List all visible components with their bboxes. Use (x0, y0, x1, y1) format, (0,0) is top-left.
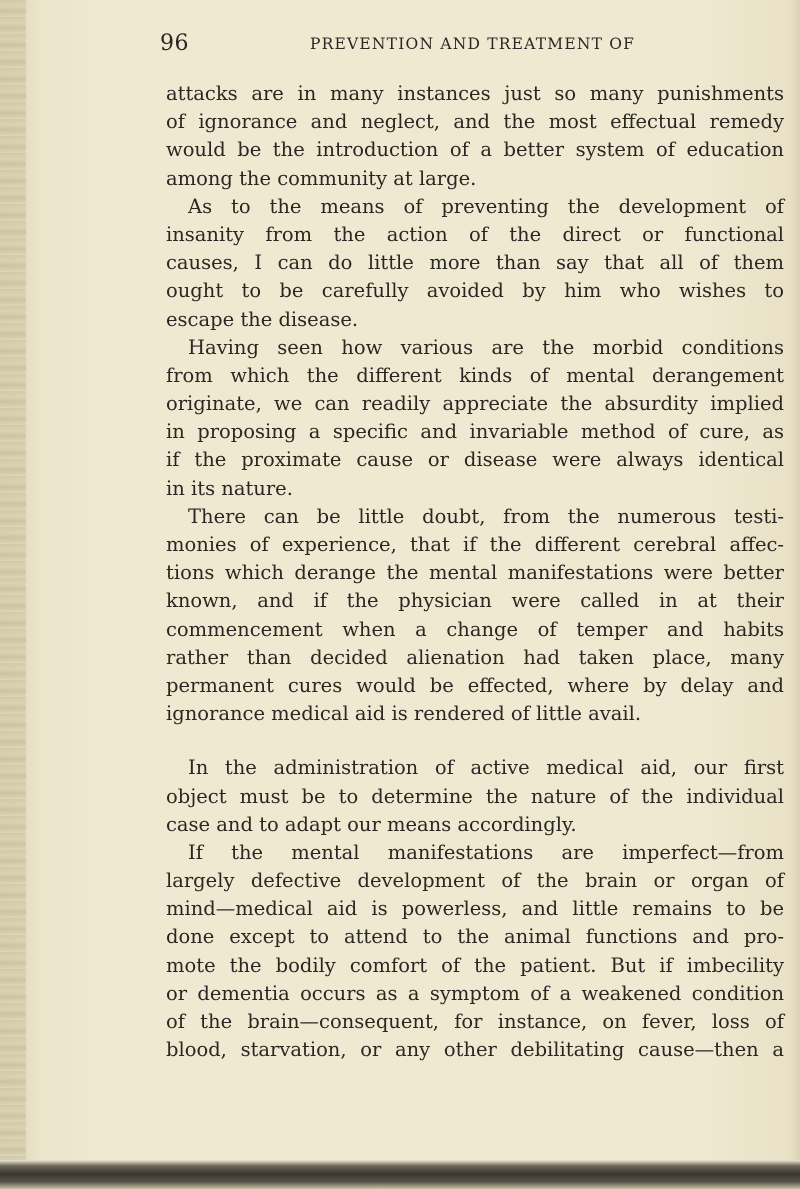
text-line: As to the means of preventing the development of (188, 194, 784, 218)
text-line: attacks are in many instances just so many punishments (166, 82, 784, 105)
text-line: Having seen how various are the morbid conditions (188, 335, 784, 359)
text-line: or dementia occurs as a symptom of a weakened condition (166, 981, 784, 1005)
text-line: blood, starvation, or any other debilitating cause—then a (166, 1038, 784, 1062)
text-line: of ignorance and neglect, and the most effectual remedy (166, 110, 784, 134)
page-gutter-edge (0, 0, 26, 1189)
text-line: insanity from the action of the direct or functional (166, 222, 784, 246)
body-text (166, 80, 784, 1064)
text-line: done except to attend to the animal functions and pro- (166, 925, 784, 949)
text-line: mind—medical aid is powerless, and little remains to be (166, 897, 784, 921)
text-line: mote the bodily comfort of the patient. But if imbecility (166, 953, 784, 977)
text-line: ought to be carefully avoided by him who wishes to (166, 279, 784, 303)
text-line: rather than decided alienation had taken place, many (166, 645, 784, 669)
text-line: largely defective development of the brain or organ of (166, 869, 784, 893)
page-header (160, 31, 760, 61)
text-line: monies of experience, that if the different cerebral affec- (166, 533, 784, 556)
text-line: in proposing a specific and invariable method of cure, as (166, 420, 784, 444)
text-line: In the administration of active medical aid, our first (188, 756, 784, 780)
text-line: escape the disease. (166, 307, 359, 331)
text-line: tions which derange the mental manifestations were better (166, 561, 784, 585)
paragraph-gap (166, 728, 784, 754)
bottom-page-edge (0, 1160, 800, 1189)
text-line: commencement when a change of temper and habits (166, 617, 784, 641)
running-title: PREVENTION AND TREATMENT OF (310, 35, 636, 53)
text-line: if the proximate cause or disease were always identical (166, 448, 784, 472)
text-line: If the mental manifestations are imperfect—from (188, 840, 784, 864)
text-line: permanent cures would be effected, where by delay and (166, 673, 784, 697)
text-line: object must be to determine the nature of the individual (166, 784, 784, 808)
text-line: from which the different kinds of mental derangement (166, 363, 784, 387)
text-line: would be the introduction of a better system of education (166, 138, 784, 162)
page-number: 96 (160, 31, 189, 56)
text-line: causes, I can do little more than say that all of them (166, 251, 784, 275)
text-line: among the community at large. (166, 166, 477, 190)
text-line: in its nature. (166, 476, 293, 500)
text-line: There can be little doubt, from the numerous testi- (188, 504, 784, 528)
text-line: known, and if the physician were called in at their (166, 589, 784, 613)
text-line: ignorance medical aid is rendered of little avail. (166, 702, 642, 726)
text-line: originate, we can readily appreciate the absurdity implied (166, 392, 784, 416)
text-line: case and to adapt our means accordingly. (166, 812, 577, 836)
text-line: of the brain—consequent, for instance, on fever, loss of (166, 1010, 784, 1033)
